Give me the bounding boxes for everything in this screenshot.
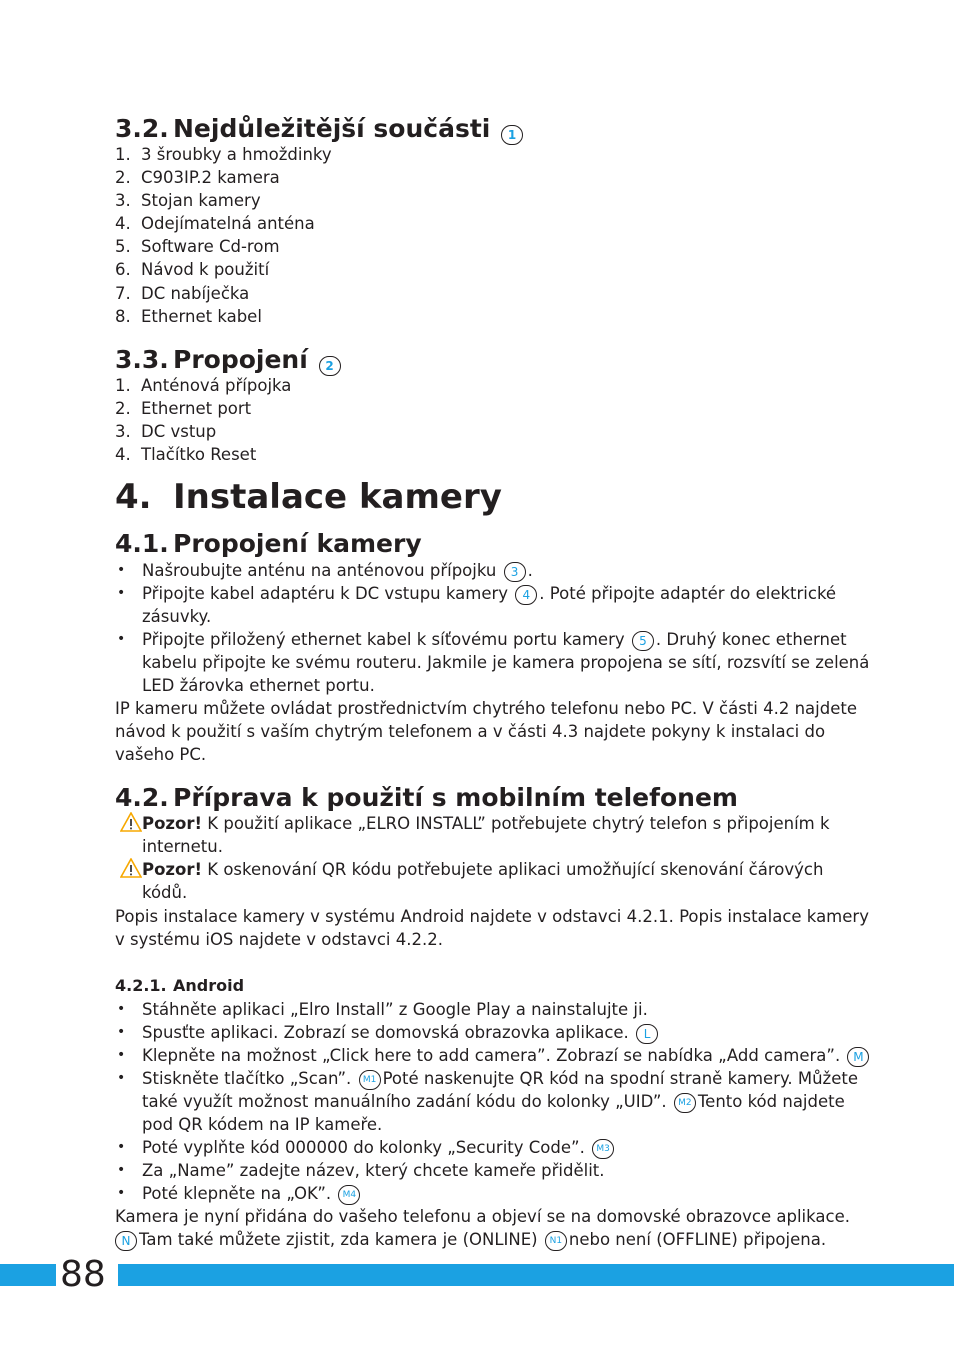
paragraph-line: IP kameru můžete ovládat prostřednictvím chytrého telefonu nebo PC. V části 4.2 najdete: [115, 699, 857, 718]
bullet: •: [117, 585, 126, 601]
bullet: •: [117, 1139, 126, 1155]
bullet-text: Spusťte aplikaci. Zobrazí se domovská obrazovka aplikace. L: [142, 1021, 660, 1044]
bullet-text-cont: zásuvky.: [142, 607, 212, 626]
warning-icon: [120, 812, 142, 832]
heading-number: 3.2.: [115, 114, 169, 143]
bullet-text: Našroubujte anténu na anténovou přípojku 3 .: [142, 561, 533, 580]
bullet-text: Připojte přiložený ethernet kabel k síťovému portu kamery 5 . Druhý konec ethernet: [142, 630, 847, 649]
heading-title: Příprava k použití s mobilním telefonem: [173, 783, 738, 812]
page-number: 88: [60, 1254, 106, 1295]
heading-4-2: [115, 783, 738, 813]
bullet: •: [117, 1001, 126, 1017]
callout-badge: M2: [674, 1093, 696, 1113]
heading-title: Propojení: [173, 345, 308, 374]
footer-bar-right: [118, 1264, 954, 1286]
warning-text: Pozor! K použití aplikace „ELRO INSTALL” potřebujete chytrý telefon s připojením k: [142, 814, 830, 833]
paragraph-line: N Tam také můžete zjistit, zda kamera je (ONLINE) N1 nebo není (OFFLINE) připojena.: [115, 1228, 826, 1251]
warning-text-cont: internetu.: [142, 837, 223, 856]
bullet: •: [117, 1047, 126, 1063]
callout-badge: M4: [338, 1185, 360, 1205]
heading-title: Android: [173, 976, 245, 995]
bullet: •: [117, 631, 126, 647]
heading-4: [115, 477, 502, 517]
heading-number: 4.: [115, 477, 152, 517]
bullet-text: Stáhněte aplikaci „Elro Install” z Google Play a nainstalujte ji.: [142, 1000, 648, 1019]
bullet: •: [117, 562, 126, 578]
heading-4-2-1: [115, 976, 244, 996]
paragraph-line: v systému iOS najdete v odstavci 4.2.2.: [115, 930, 443, 949]
bullet: •: [117, 1024, 126, 1040]
bullet-text: Poté klepněte na „OK”. M4: [142, 1182, 362, 1205]
callout-badge: N: [115, 1231, 137, 1251]
callout-badge: 3: [504, 562, 526, 582]
heading-number: 4.1.: [115, 529, 169, 558]
bullet-text: Klepněte na možnost „Click here to add camera”. Zobrazí se nabídka „Add camera”. M: [142, 1044, 871, 1067]
callout-badge: 4: [515, 585, 537, 605]
callout-badge: M: [847, 1047, 869, 1067]
paragraph-line: Popis instalace kamery v systému Android najdete v odstavci 4.2.1. Popis instalace kamery: [115, 907, 869, 926]
callout-badge: M1: [359, 1070, 381, 1090]
paragraph-line: vašeho PC.: [115, 745, 207, 764]
footer-bar-left: [0, 1264, 56, 1286]
bullet: •: [117, 1185, 126, 1201]
bullet-text-cont: pod QR kódem na IP kameře.: [142, 1115, 383, 1134]
heading-number: 3.3.: [115, 345, 169, 374]
paragraph-line: návod k použití s vaším chytrým telefonem a v části 4.3 najdete pokyny k instalaci do: [115, 722, 826, 741]
heading-title: Instalace kamery: [173, 477, 502, 517]
bullet-text: Poté vyplňte kód 000000 do kolonky „Security Code”. M3: [142, 1136, 616, 1159]
bullet-text-cont: LED žárovka ethernet portu.: [142, 676, 375, 695]
warning-icon: [120, 858, 142, 878]
warning-text: Pozor! K oskenování QR kódu potřebujete aplikaci umožňující skenování čárových: [142, 860, 824, 879]
warning-text-cont: kódů.: [142, 883, 188, 902]
heading-3-3: [115, 345, 343, 376]
heading-title: Nejdůležitější součásti: [173, 114, 491, 143]
callout-badge: L: [636, 1024, 658, 1044]
heading-3-2: [115, 114, 525, 145]
callout-badge: N1: [545, 1231, 567, 1251]
bullet-text-cont: také využít možnost manuálního zadání kódu do kolonky „UID”. M2 Tento kód najdete: [142, 1092, 845, 1111]
bullet-text: Připojte kabel adaptéru k DC vstupu kamery 4 . Poté připojte adaptér do elektrické: [142, 584, 837, 603]
bullet-text-cont: kabelu připojte ke svému routeru. Jakmile je kamera propojena se sítí, rozsvítí se zelená: [142, 653, 870, 672]
callout-badge: 5: [632, 631, 654, 651]
callout-badge: M3: [592, 1139, 614, 1159]
bullet-text: Za „Name” zadejte název, který chcete kameře přidělit.: [142, 1161, 605, 1180]
heading-4-1: [115, 529, 422, 559]
heading-number: 4.2.1.: [115, 976, 167, 995]
paragraph-line: Kamera je nyní přidána do vašeho telefonu a objeví se na domovské obrazovce aplikace.: [115, 1207, 850, 1226]
callout-badge: 2: [319, 356, 341, 376]
heading-number: 4.2.: [115, 783, 169, 812]
bullet: •: [117, 1070, 126, 1086]
heading-title: Propojení kamery: [173, 529, 422, 558]
bullet-text: Stiskněte tlačítko „Scan”. M1 Poté naskenujte QR kód na spodní straně kamery. Můžete: [142, 1069, 858, 1088]
callout-badge: 1: [501, 125, 523, 145]
bullet: •: [117, 1162, 126, 1178]
